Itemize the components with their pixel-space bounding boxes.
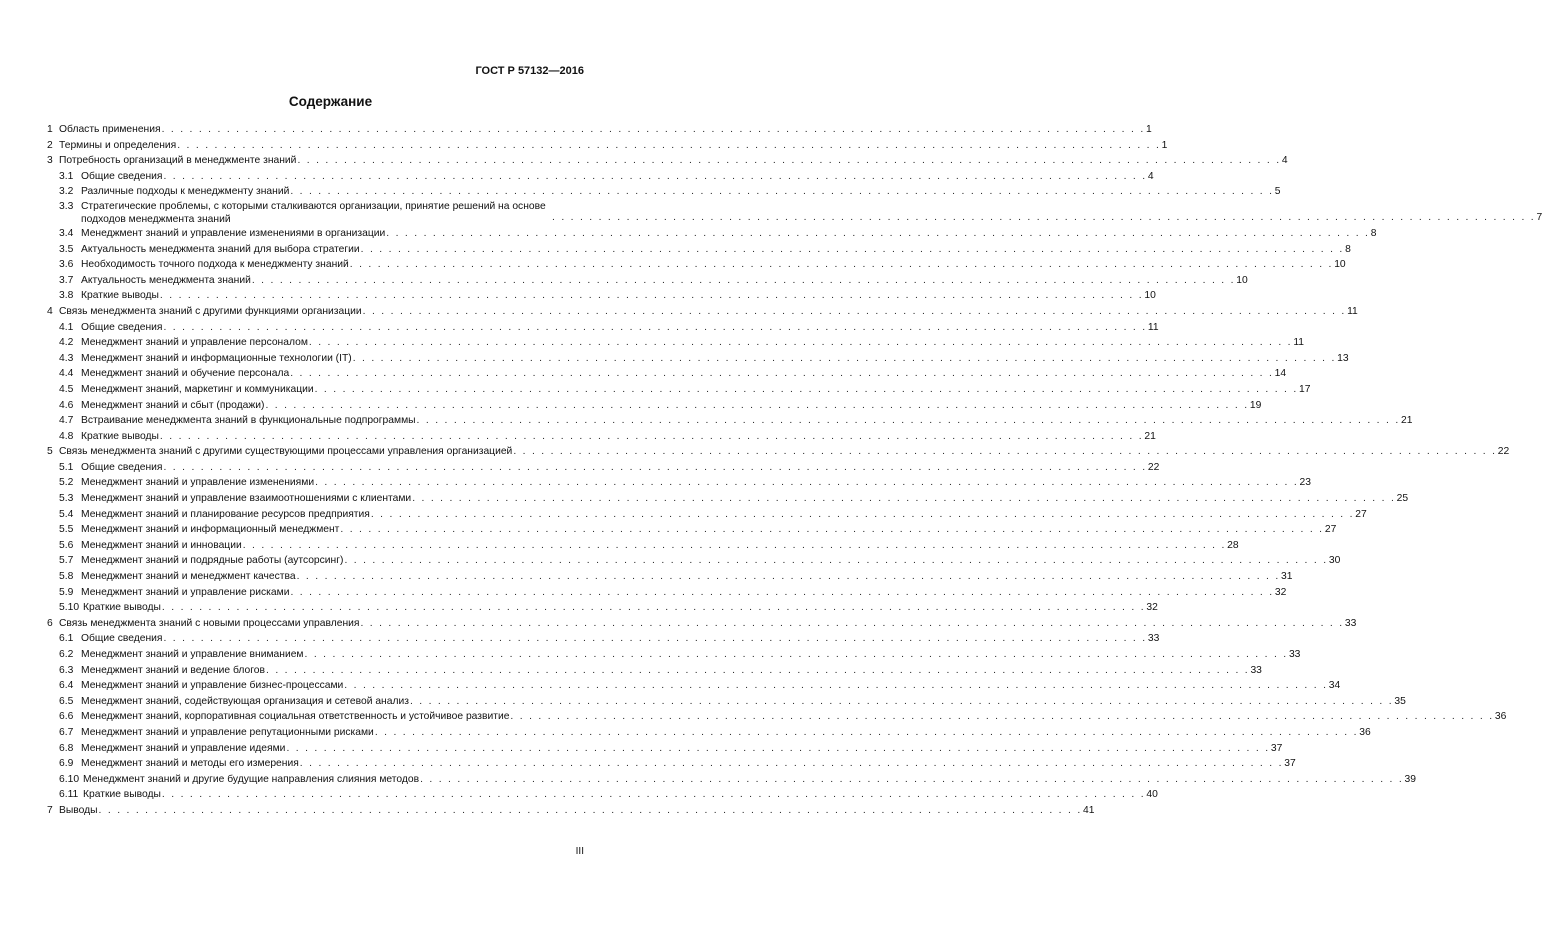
toc-dot-leader [512, 444, 1497, 460]
toc-entry[interactable] [47, 787, 1158, 803]
toc-dot-leader [162, 169, 1147, 185]
toc-entry-title: Менеджмент знаний, корпоративная социальная ответственность и устойчивое развитие [81, 711, 510, 723]
toc-entry-title: Связь менеджмента знаний с новыми процессами управления [59, 617, 360, 629]
toc-dot-leader [304, 647, 1289, 663]
toc-dot-leader [419, 772, 1404, 788]
toc-entry-page: 31 [1281, 571, 1293, 583]
toc-dot-leader [162, 320, 1147, 336]
toc-entry[interactable] [47, 122, 1152, 138]
toc-entry[interactable] [47, 398, 1262, 414]
toc-entry-number: 6.9 [59, 758, 74, 770]
toc-entry-number: 3.2 [59, 186, 74, 198]
toc-entry-number: 6.8 [59, 742, 74, 754]
toc-entry-title: Менеджмент знаний и подрядные работы (аутсорсинг) [81, 555, 344, 567]
toc-entry[interactable] [47, 304, 1358, 320]
toc-entry-page: 27 [1355, 508, 1367, 520]
toc-entry-number: 4.2 [59, 337, 74, 349]
toc-entry-page: 34 [1328, 680, 1341, 692]
toc-entry-page: 5 [1274, 186, 1281, 198]
toc-entry-title: Связь менеджмента знаний с другими существующими процессами управления организацией [59, 446, 513, 458]
toc-entry[interactable] [47, 663, 1262, 679]
toc-entry[interactable] [47, 553, 1341, 569]
toc-entry-page: 1 [1161, 139, 1168, 151]
toc-entry-page: 10 [1334, 259, 1346, 271]
toc-entry-title: Менеджмент знаний и информационный менеджмент [81, 524, 340, 536]
toc-dot-leader [314, 475, 1299, 491]
toc-entry[interactable] [47, 600, 1158, 616]
toc-entry[interactable] [47, 242, 1351, 258]
toc-dot-leader [289, 184, 1274, 200]
toc-entry-page: 33 [1288, 649, 1301, 660]
toc-entry[interactable] [47, 273, 1248, 289]
toc-entry-title: Актуальность менеджмента знаний для выбора стратегии [81, 243, 360, 255]
toc-entry[interactable] [47, 475, 1311, 491]
toc-entry-number: 2 [47, 139, 53, 151]
toc-entry-number: 3 [47, 155, 53, 167]
toc-entry-title: Менеджмент знаний и инновации [81, 539, 242, 551]
toc-entry[interactable] [47, 507, 1367, 523]
toc-entry-title: Актуальность менеджмента знаний [81, 274, 251, 286]
toc-entry-page: 22 [1497, 446, 1510, 458]
toc-dot-leader [296, 153, 1281, 169]
toc-entry-page: 23 [1299, 477, 1311, 489]
toc-entry-number: 6.3 [59, 664, 74, 676]
toc-dot-leader [308, 335, 1293, 351]
toc-entry-page: 33 [1344, 617, 1357, 629]
toc-entry-number: 6 [47, 617, 53, 629]
toc-dot-leader [416, 413, 1401, 429]
toc-dot-leader [370, 507, 1355, 523]
toc-dot-leader [296, 569, 1281, 585]
toc-entry-number: 5 [47, 446, 53, 458]
toc-entry-page: 11 [1147, 321, 1159, 333]
toc-dot-leader [162, 460, 1147, 476]
toc-entry[interactable] [47, 288, 1156, 304]
toc-entry-title: Менеджмент знаний и сбыт (продажи) [81, 399, 265, 411]
toc-entry-number: 5.9 [59, 586, 74, 598]
toc-entry[interactable] [47, 569, 1293, 585]
toc-dot-leader [289, 585, 1274, 601]
toc-dot-leader [299, 756, 1284, 772]
toc-dot-leader [411, 491, 1396, 507]
toc-entry-title: Менеджмент знаний и управление рисками [81, 586, 290, 598]
toc-dot-leader [349, 257, 1334, 273]
toc-entry[interactable] [47, 444, 1510, 460]
toc-dot-leader [285, 741, 1270, 757]
toc-entry-page: 35 [1394, 695, 1406, 707]
toc-dot-leader [374, 725, 1359, 741]
toc-entry-number: 4.1 [59, 321, 74, 333]
toc-entry-page: 32 [1146, 602, 1158, 614]
toc-entry-number: 5.8 [59, 571, 74, 583]
toc-entry-title: Общие сведения [81, 321, 163, 333]
toc-dot-leader [352, 351, 1337, 367]
toc-dot-leader [176, 138, 1161, 154]
toc-entry-page: 17 [1299, 383, 1311, 395]
toc-entry-page: 11 [1347, 305, 1358, 317]
toc-dot-leader [509, 709, 1494, 725]
toc-entry[interactable] [47, 772, 1416, 788]
toc-entry-page: 21 [1144, 430, 1156, 442]
toc-entry-page: 40 [1146, 789, 1158, 801]
toc-entry-title: Краткие выводы [81, 290, 159, 302]
toc-entry[interactable] [47, 184, 1281, 200]
toc-dot-leader [362, 304, 1347, 320]
toc-entry-title: Стратегические проблемы, с которыми сталкиваются организации, принятие решений на основе подходов менеджмента знаний [81, 200, 546, 225]
toc-entry-title: Менеджмент знаний и планирование ресурсов предприятия [81, 508, 370, 520]
toc-entry-number: 6.1 [59, 633, 74, 645]
toc-entry[interactable] [47, 803, 1095, 819]
toc-entry-number: 5.5 [59, 524, 74, 536]
toc-entry-number: 6.10 [59, 773, 80, 785]
document-code: ГОСТ Р 57132—2016 [475, 65, 584, 77]
toc-entry-title: Менеджмент знаний и другие будущие направления слияния методов [83, 773, 420, 785]
toc-entry-page: 27 [1324, 524, 1337, 536]
toc-entry-page: 1 [1146, 124, 1152, 135]
toc-entry-page: 25 [1396, 493, 1409, 505]
toc-dot-leader [159, 288, 1144, 304]
toc-entry-title: Общие сведения [81, 633, 163, 645]
toc-entry-number: 4.7 [59, 415, 74, 427]
toc-entry[interactable] [47, 631, 1160, 647]
toc-entry-page: 4 [1147, 170, 1154, 182]
toc-entry-title: Менеджмент знаний и информационные технологии (IT) [81, 352, 352, 364]
toc-dot-leader [251, 273, 1236, 289]
toc-entry-title: Менеджмент знаний и управление изменениями [81, 477, 315, 489]
toc-entry-title: Термины и определения [59, 139, 177, 151]
toc-entry-title: Выводы [59, 804, 98, 816]
toc-entry-title: Встраивание менеджмента знаний в функциональные подпрограммы [81, 415, 416, 427]
toc-entry-page: 36 [1494, 711, 1507, 723]
toc-entry-number: 5.2 [59, 477, 74, 489]
toc-entry-page: 14 [1274, 368, 1287, 380]
toc-entry-number: 5.10 [59, 602, 80, 614]
toc-entry[interactable] [47, 709, 1507, 725]
toc-entry-number: 6.6 [59, 711, 74, 723]
toc-entry-page: 21 [1400, 415, 1413, 427]
toc-dot-leader [161, 787, 1146, 803]
toc-entry-title: Менеджмент знаний и управление изменениями в организации [81, 227, 386, 239]
toc-entry-title: Краткие выводы [83, 602, 161, 614]
toc-entry-number: 5.7 [59, 555, 74, 567]
toc-entry[interactable] [47, 756, 1296, 772]
toc-entry-page: 10 [1236, 274, 1248, 286]
toc-dot-leader [242, 538, 1227, 554]
toc-entry-title: Краткие выводы [81, 430, 159, 442]
toc-entry-page: 8 [1370, 227, 1377, 239]
toc-entry[interactable] [47, 538, 1239, 554]
toc-entry-number: 4.8 [59, 430, 74, 442]
toc-dot-leader [359, 616, 1344, 632]
toc-entry-number: 5.4 [59, 508, 74, 520]
table-of-contents [47, 122, 1542, 819]
toc-entry-title: Менеджмент знаний и обучение персонала [81, 368, 290, 380]
toc-entry-title: Менеджмент знаний и методы его измерения [81, 758, 299, 770]
toc-dot-leader [162, 631, 1147, 647]
toc-entry-title: Область применения [59, 124, 161, 135]
toc-entry-number: 3.6 [59, 259, 74, 271]
toc-dot-leader [161, 122, 1146, 138]
toc-entry-number: 3.8 [59, 290, 74, 302]
toc-entry-title: Менеджмент знаний и менеджмент качества [81, 571, 296, 583]
toc-entry-number: 3.1 [59, 170, 74, 182]
toc-entry-title: Потребность организаций в менеджменте знаний [59, 155, 297, 167]
toc-entry-title: Менеджмент знаний и управление бизнес-процессами [81, 680, 344, 692]
toc-dot-leader [551, 210, 1536, 226]
toc-entry[interactable] [47, 741, 1283, 757]
toc-entry[interactable] [47, 522, 1337, 538]
toc-entry-number: 3.7 [59, 274, 74, 286]
toc-entry-number: 4 [47, 305, 53, 317]
toc-entry-number: 3.4 [59, 227, 74, 239]
toc-entry-page: 22 [1147, 461, 1160, 473]
toc-entry[interactable] [47, 320, 1159, 336]
toc-entry[interactable] [47, 585, 1287, 601]
toc-dot-leader [343, 553, 1328, 569]
toc-entry-number: 3.5 [59, 243, 74, 255]
toc-dot-leader [98, 803, 1083, 819]
toc-entry-title: Связь менеджмента знаний с другими функциями организации [59, 305, 362, 317]
toc-entry-page: 8 [1345, 243, 1351, 255]
toc-entry[interactable] [47, 138, 1168, 154]
toc-entry-title: Менеджмент знаний и управление персоналом [81, 337, 308, 349]
toc-entry-title: Общие сведения [81, 170, 163, 182]
toc-entry-page: 39 [1404, 773, 1416, 785]
toc-entry-number: 6.2 [59, 649, 74, 660]
toc-dot-leader [360, 242, 1345, 258]
toc-entry-title: Менеджмент знаний, содействующая организация и сетевой анализ [81, 695, 409, 707]
toc-entry-number: 6.5 [59, 695, 74, 707]
toc-entry[interactable] [47, 725, 1371, 741]
toc-entry-title: Менеджмент знаний и управление вниманием [81, 649, 304, 660]
toc-entry-title: Краткие выводы [83, 789, 161, 801]
toc-entry[interactable] [47, 694, 1406, 710]
toc-entry-page: 13 [1337, 352, 1349, 364]
toc-entry-number: 4.3 [59, 352, 74, 364]
toc-heading: Содержание [288, 94, 373, 109]
toc-entry[interactable] [47, 169, 1154, 185]
toc-entry[interactable] [47, 366, 1287, 382]
toc-entry[interactable] [47, 257, 1346, 273]
toc-dot-leader [161, 600, 1146, 616]
toc-entry-number: 5.1 [59, 461, 74, 473]
toc-entry-page: 19 [1249, 399, 1262, 411]
toc-entry-page: 4 [1281, 155, 1288, 167]
toc-dot-leader [343, 678, 1328, 694]
toc-entry[interactable] [47, 647, 1301, 663]
toc-entry[interactable] [47, 491, 1409, 507]
toc-entry-number: 7 [47, 804, 53, 816]
toc-entry[interactable] [47, 413, 1413, 429]
toc-entry-page: 36 [1359, 726, 1371, 738]
toc-entry-number: 6.4 [59, 680, 74, 692]
toc-entry-number: 1 [47, 124, 53, 135]
toc-entry-number: 5.6 [59, 539, 74, 551]
toc-entry[interactable] [47, 351, 1349, 367]
toc-entry-title: Менеджмент знаний и ведение блогов [81, 664, 265, 676]
toc-entry-page: 28 [1227, 539, 1239, 551]
toc-entry[interactable] [47, 226, 1377, 242]
toc-entry-number: 6.7 [59, 726, 74, 738]
toc-entry-page: 33 [1147, 633, 1160, 645]
toc-dot-leader [385, 226, 1370, 242]
toc-entry-page: 30 [1328, 555, 1341, 567]
toc-entry-title: Менеджмент знаний и управление идеями [81, 742, 286, 754]
toc-entry-page: 37 [1270, 742, 1283, 754]
toc-entry[interactable] [47, 429, 1156, 445]
toc-dot-leader [264, 398, 1249, 414]
toc-entry[interactable] [47, 678, 1341, 694]
toc-entry-title: Менеджмент знаний и управление репутационными рисками [81, 726, 374, 738]
toc-entry-page: 33 [1250, 664, 1262, 676]
toc-entry-page: 10 [1144, 290, 1156, 302]
toc-entry-title: Менеджмент знаний и управление взаимоотношениями с клиентами [81, 493, 412, 505]
toc-entry-number: 3.3 [59, 200, 74, 212]
toc-entry-number: 4.4 [59, 368, 74, 380]
toc-entry-page: 41 [1082, 804, 1095, 816]
toc-dot-leader [159, 429, 1144, 445]
toc-entry-page: 7 [1536, 212, 1542, 224]
toc-entry[interactable] [47, 153, 1288, 169]
toc-entry-title: Менеджмент знаний, маркетинг и коммуникации [81, 383, 314, 395]
toc-entry-number: 4.6 [59, 399, 74, 411]
toc-dot-leader [314, 382, 1299, 398]
toc-entry-title: Общие сведения [81, 461, 163, 473]
toc-dot-leader [265, 663, 1250, 679]
toc-entry-title: Необходимость точного подхода к менеджменту знаний [81, 259, 349, 271]
toc-dot-leader [339, 522, 1324, 538]
toc-entry-title: Различные подходы к менеджменту знаний [81, 186, 290, 198]
toc-entry-page: 11 [1293, 337, 1305, 349]
toc-dot-leader [409, 694, 1394, 710]
toc-entry[interactable] [47, 200, 1542, 226]
toc-entry[interactable] [47, 382, 1311, 398]
toc-entry-number: 6.11 [59, 789, 79, 801]
toc-entry-page: 37 [1284, 758, 1296, 770]
toc-entry-number: 5.3 [59, 493, 74, 505]
toc-entry[interactable] [47, 616, 1357, 632]
toc-entry[interactable] [47, 335, 1305, 351]
toc-dot-leader [289, 366, 1274, 382]
toc-entry[interactable] [47, 460, 1160, 476]
page-number: III [575, 846, 584, 857]
toc-entry-number: 4.5 [59, 383, 74, 395]
toc-entry-page: 32 [1274, 586, 1287, 598]
